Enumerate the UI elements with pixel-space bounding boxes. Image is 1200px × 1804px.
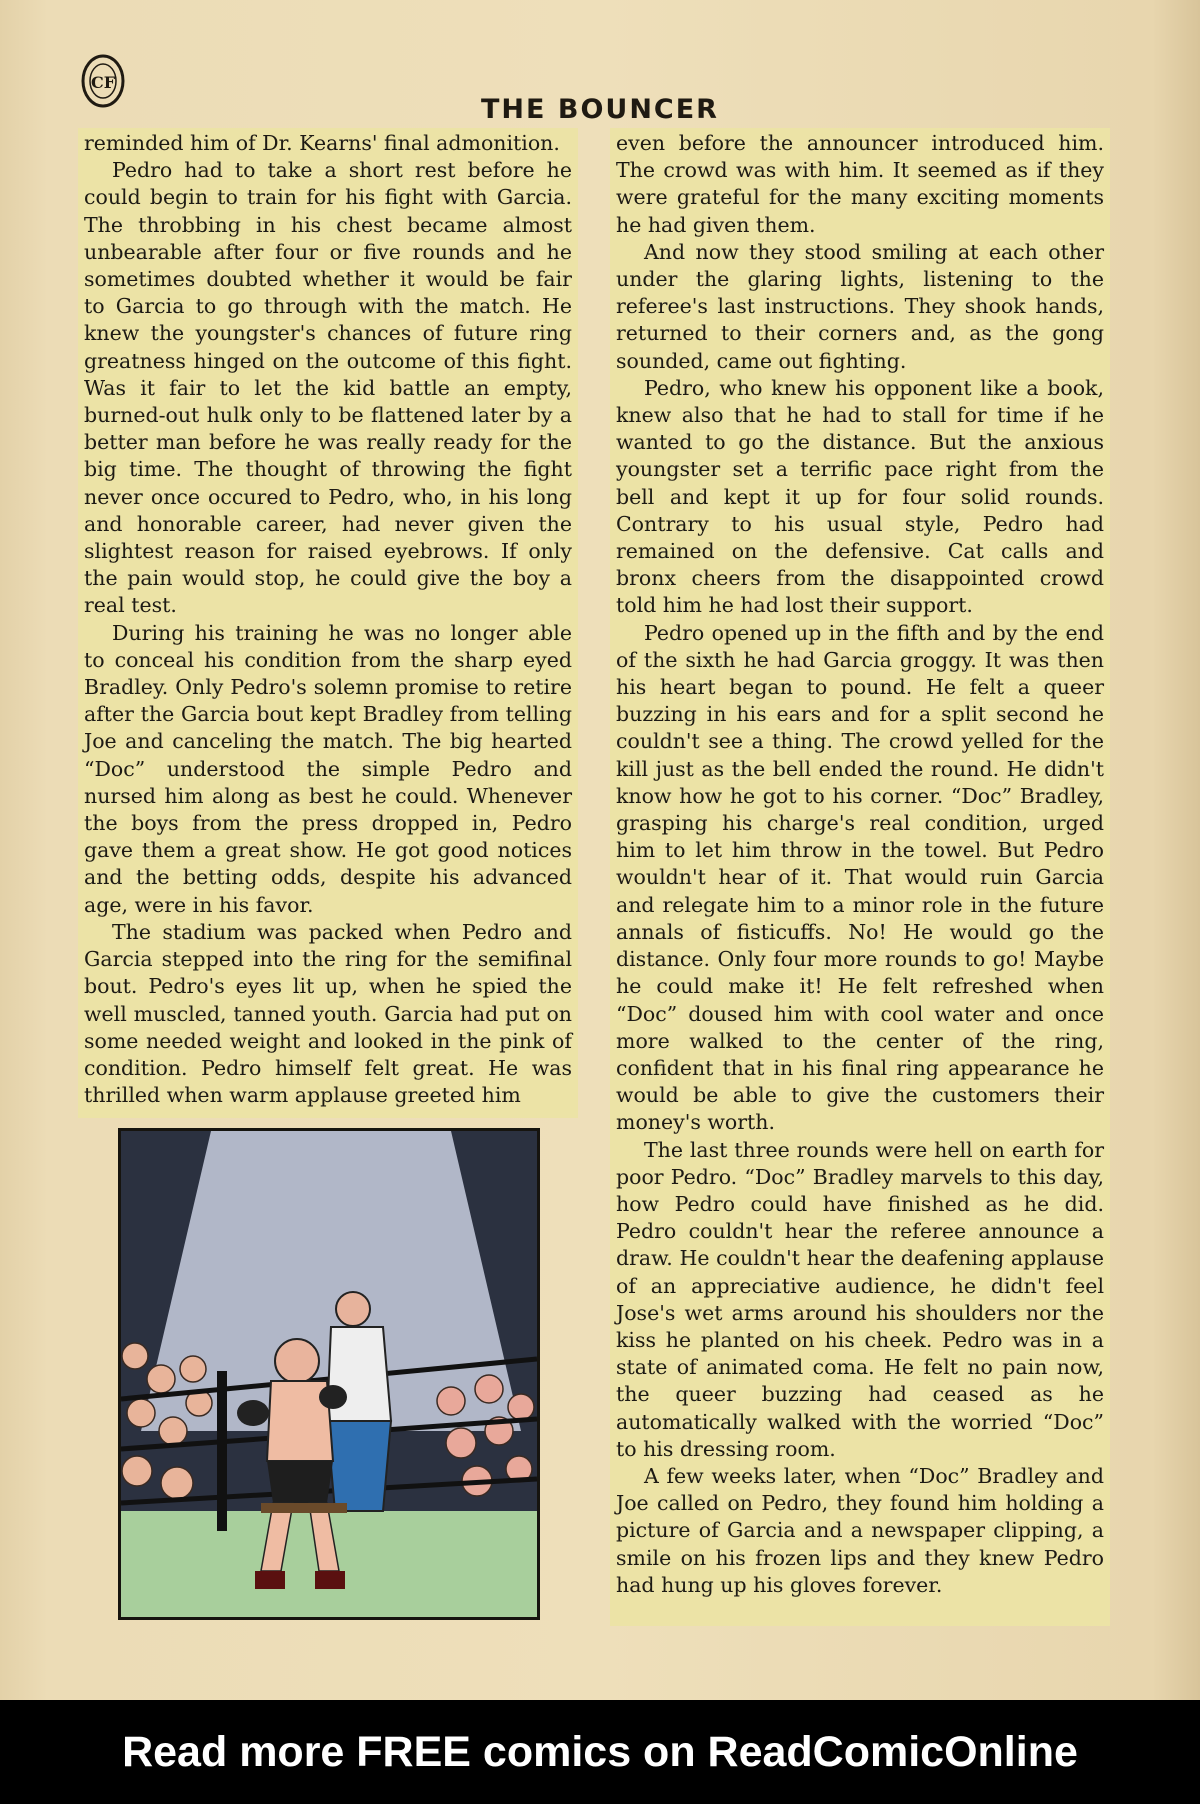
right-text-column [610, 128, 1110, 1626]
right-paragraph-4: Pedro opened up in the fifth and by the end of the sixth he had Garcia groggy. It was then his heart began to pound. He felt a queer buzzing in his ears and for a split second he couldn't see a thing. The crowd yelled for the kill just as the bell ended the round. He didn't know how he got to his corner. “Doc” Bradley, grasping his charge's real condition, urged him to let him throw in the towel. But Pedro wouldn't hear of it. That would ruin Garcia and relegate him to a minor role in the future annals of fisticuffs. No! He would go the distance. Only four more rounds to go! Maybe he could make it! He felt refreshed when “Doc” doused him with cool water and once more walked to the center of the ring, confident that in his final ring appearance he would be able to give the customers their money's worth. [616, 620, 1104, 1135]
left-paragraph-4: The stadium was packed when Pedro and Garcia stepped into the ring for the semifinal bout. Pedro's eyes lit up, when he spied the well muscled, tanned youth. Garcia had put on some needed weight and looked in the pink of condition. Pedro himself felt great. He was thrilled when warm applause greeted him [84, 919, 572, 1108]
story-title: THE BOUNCER [481, 94, 719, 125]
promo-banner[interactable]: Read more FREE comics on ReadComicOnline [0, 1700, 1200, 1804]
left-paragraph-3: During his training he was no longer able to conceal his condition from the sharp eyed Bradley. Only Pedro's solemn promise to retire after the Garcia bout kept Bradley from telling Joe and canceling the match. The big hearted “Doc” understood the simple Pedro and nursed him along as best he could. Whenever the boys from the press dropped in, Pedro gave them a great show. He got good notices and the betting odds, despite his advanced age, were in his favor. [84, 620, 572, 917]
left-text-column [78, 128, 578, 1118]
right-paragraph-3: Pedro, who knew his opponent like a book, knew also that he had to stall for time if he wanted to go the distance. But the anxious youngster set a terrific pace right from the bell and kept it up for four solid rounds. Contrary to his usual style, Pedro had remained on the defensive. Cat calls and bronx cheers from the disappointed crowd told him he had lost their support. [616, 375, 1104, 618]
right-paragraph-6: A few weeks later, when “Doc” Bradley and Joe called on Pedro, they found him holding a picture of Garcia and a newspaper clipping, a smile on his frozen lips and they knew Pedro had hung up his gloves forever. [616, 1463, 1104, 1597]
right-paragraph-1: even before the announcer introduced him. The crowd was with him. It seemed as if they were grateful for the many exciting moments he had given them. [616, 131, 1104, 237]
right-paragraph-2: And now they stood smiling at each other under the glaring lights, listening to the referee's last instructions. They shook hands, returned to their corners and, as the gong sounded, came out fighting. [616, 239, 1104, 373]
right-paragraph-5: The last three rounds were hell on earth for poor Pedro. “Doc” Bradley marvels to this day, how Pedro could have finished as he did. Pedro couldn't hear the referee announce a draw. He couldn't hear the deafening applause of an appreciative audience, he didn't feel Jose's wet arms around his shoulders nor the kiss he planted on his cheek. Pedro was in a state of animated coma. He felt no pain now, the queer buzzing had ceased as he automatically walked with the worried “Doc” to his dressing room. [616, 1137, 1104, 1461]
left-paragraph-2: Pedro had to take a short rest before he could begin to train for his fight with Garcia. The throbbing in his chest became almost unbearable after four or five rounds and he sometimes doubted whether it would be fair to Garcia to go through with the match. He knew the youngster's chances of future ring greatness hinged on the outcome of this fight. Was it fair to let the kid battle an empty, burned-out hulk only to be flattened later by a better man before he was really ready for the big time. The thought of throwing the fight never once occured to Pedro, who, in his long and honorable career, had never given the slightest reason for raised eyebrows. If only the pain would stop, he could give the boy a real test. [84, 158, 572, 618]
left-paragraph-1: reminded him of Dr. Kearns' final admonition. [84, 131, 560, 155]
boxing-ring-illustration [118, 1128, 540, 1620]
logo-letters: CF [90, 73, 116, 92]
